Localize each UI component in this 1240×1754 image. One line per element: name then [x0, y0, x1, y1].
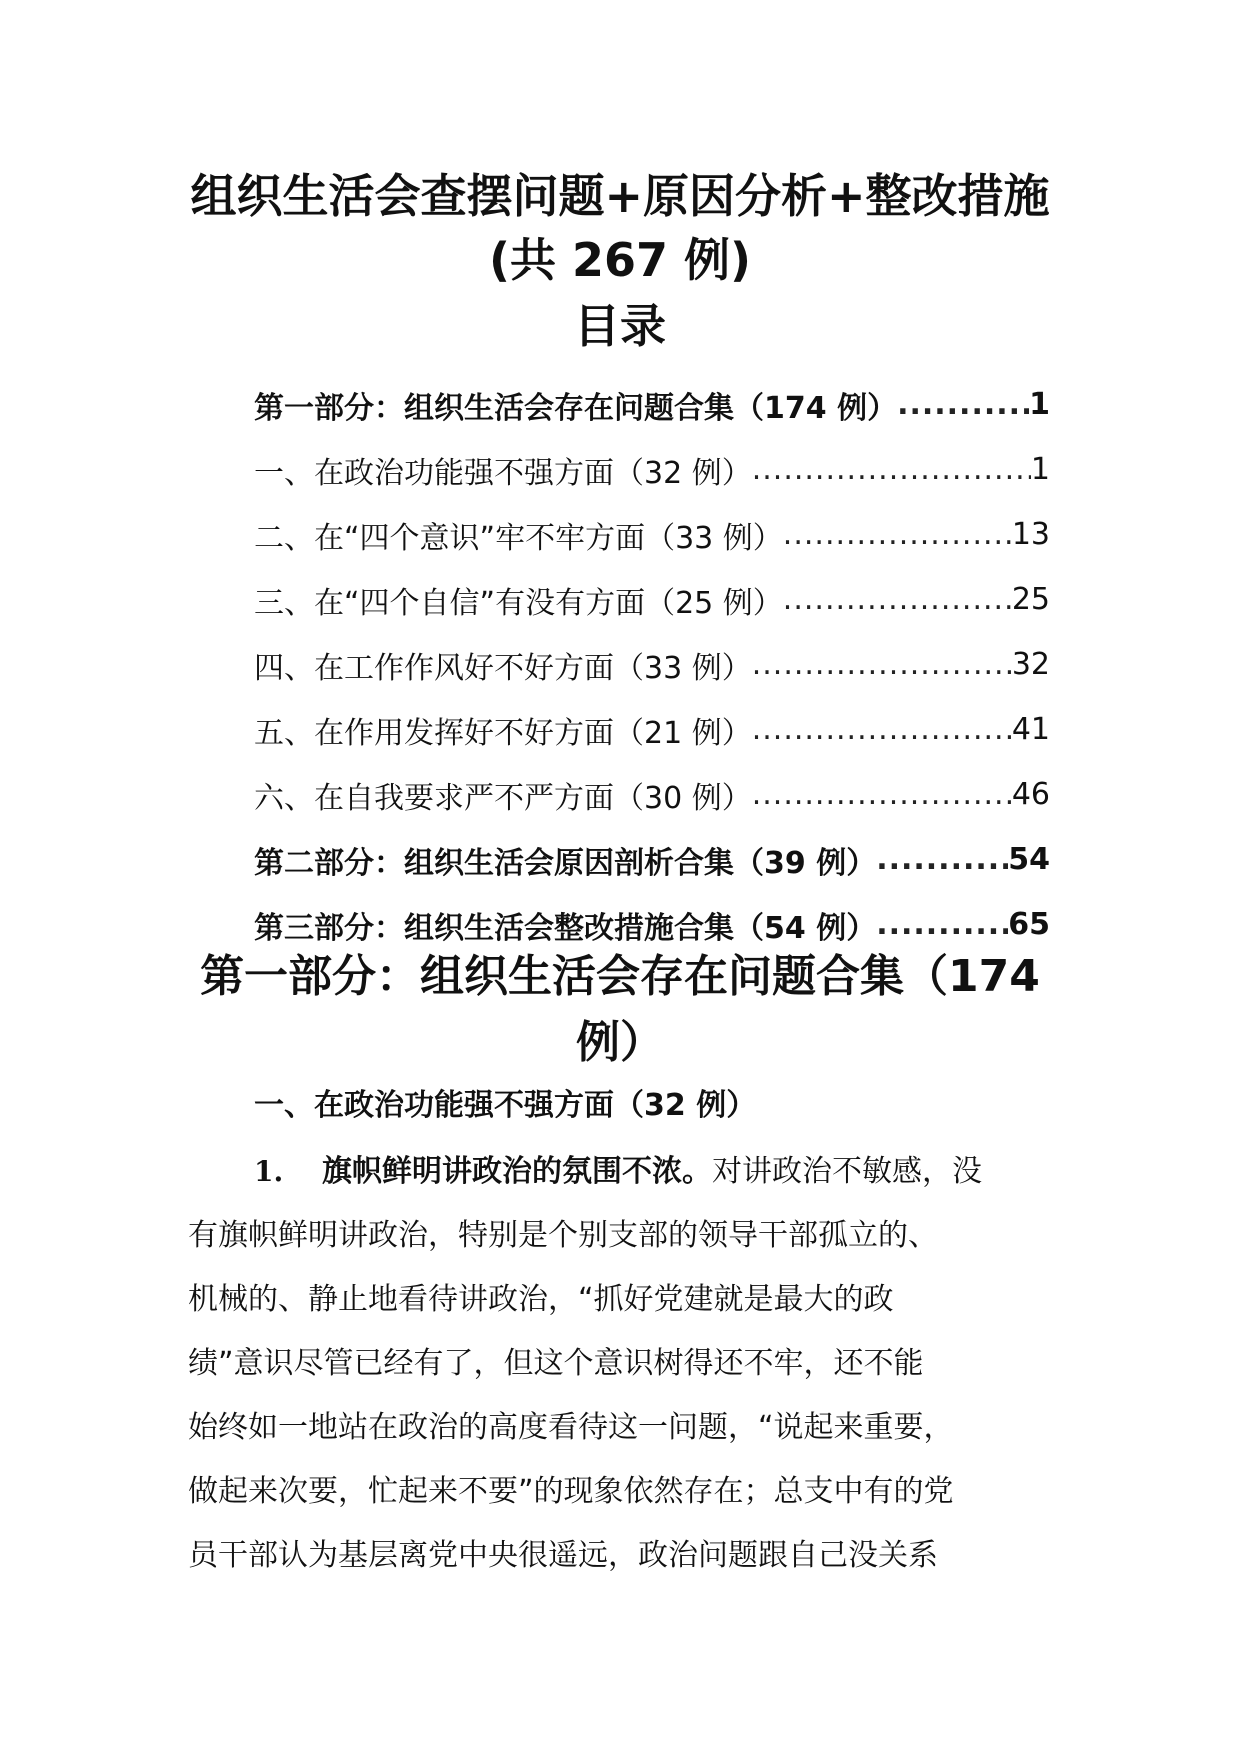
section-heading-continued: 例） [576, 1017, 664, 1068]
toc-entry-page: 54 [1008, 842, 1050, 877]
toc-entry[interactable] [254, 697, 1050, 762]
subsection-heading: 一、在政治功能强不强方面（32 例） [254, 1088, 757, 1123]
paragraph-first-line [188, 1140, 1088, 1204]
toc-entry-label: 一、在政治功能强不强方面（32 例） [254, 455, 752, 491]
toc-entry-page: 65 [1008, 907, 1050, 942]
section-heading: 第一部分：组织生活会存在问题合集（174 [200, 951, 1040, 1002]
toc-entry-label: 三、在“四个自信”有没有方面（25 例） [254, 585, 783, 621]
paragraph-line: 绩”意识尽管已经有了，但这个意识树得还不牢，还不能 [188, 1346, 924, 1381]
toc-entry-page: 32 [1011, 647, 1050, 682]
toc-leader-dots [783, 582, 1012, 617]
toc-entry[interactable] [254, 437, 1050, 502]
toc-leader-dots [897, 387, 1029, 422]
item-paragraph [188, 1140, 1088, 1588]
item-text: 对讲政治不敏感，没 [712, 1154, 982, 1189]
table-of-contents [254, 372, 1050, 957]
toc-leader-dots [752, 777, 1012, 812]
toc-entry-page: 46 [1011, 777, 1050, 812]
paragraph-line: 始终如一地站在政治的高度看待这一问题，“说起来重要， [188, 1410, 954, 1445]
paragraph-line: 有旗帜鲜明讲政治，特别是个别支部的领导干部孤立的、 [188, 1218, 938, 1253]
item-lead-text: 旗帜鲜明讲政治的氛围不浓。 [322, 1154, 712, 1189]
toc-leader-dots [752, 452, 1031, 487]
toc-entry-label: 第二部分：组织生活会原因剖析合集（39 例） [254, 845, 877, 881]
toc-entry-page: 1 [1029, 387, 1050, 422]
toc-heading: 目录 [574, 299, 666, 353]
toc-entry-label: 五、在作用发挥好不好方面（21 例） [254, 715, 752, 751]
toc-entry[interactable] [254, 567, 1050, 632]
toc-entry[interactable] [254, 372, 1050, 437]
toc-entry[interactable] [254, 502, 1050, 567]
paragraph-line: 机械的、静止地看待讲政治，“抓好党建就是最大的政 [188, 1282, 894, 1317]
toc-entry-page: 41 [1011, 712, 1050, 747]
document-subtitle: (共 267 例) [488, 233, 752, 287]
toc-entry[interactable] [254, 762, 1050, 827]
document-title: 组织生活会查摆问题+原因分析+整改措施 [190, 169, 1050, 223]
toc-leader-dots [876, 907, 1008, 942]
toc-entry-label: 六、在自我要求严不严方面（30 例） [254, 780, 752, 816]
paragraph-line: 员干部认为基层离党中央很遥远，政治问题跟自己没关系 [188, 1538, 938, 1573]
paragraph-line: 做起来次要，忙起来不要”的现象依然存在；总支中有的党 [188, 1474, 954, 1509]
toc-leader-dots [752, 712, 1012, 747]
toc-entry-label: 二、在“四个意识”牢不牢方面（33 例） [254, 520, 783, 556]
toc-entry-page: 1 [1030, 452, 1050, 487]
toc-leader-dots [876, 842, 1008, 877]
toc-entry-page: 13 [1011, 517, 1050, 552]
toc-entry-label: 第三部分：组织生活会整改措施合集（54 例） [254, 910, 877, 946]
toc-leader-dots [783, 517, 1012, 552]
toc-entry-page: 25 [1011, 582, 1050, 617]
toc-entry[interactable] [254, 632, 1050, 697]
toc-entry-label: 第一部分：组织生活会存在问题合集（174 例） [254, 390, 898, 426]
toc-entry[interactable] [254, 827, 1050, 892]
toc-leader-dots [752, 647, 1012, 682]
toc-entry-label: 四、在工作作风好不好方面（33 例） [254, 650, 752, 686]
item-number: 1. [254, 1155, 284, 1188]
